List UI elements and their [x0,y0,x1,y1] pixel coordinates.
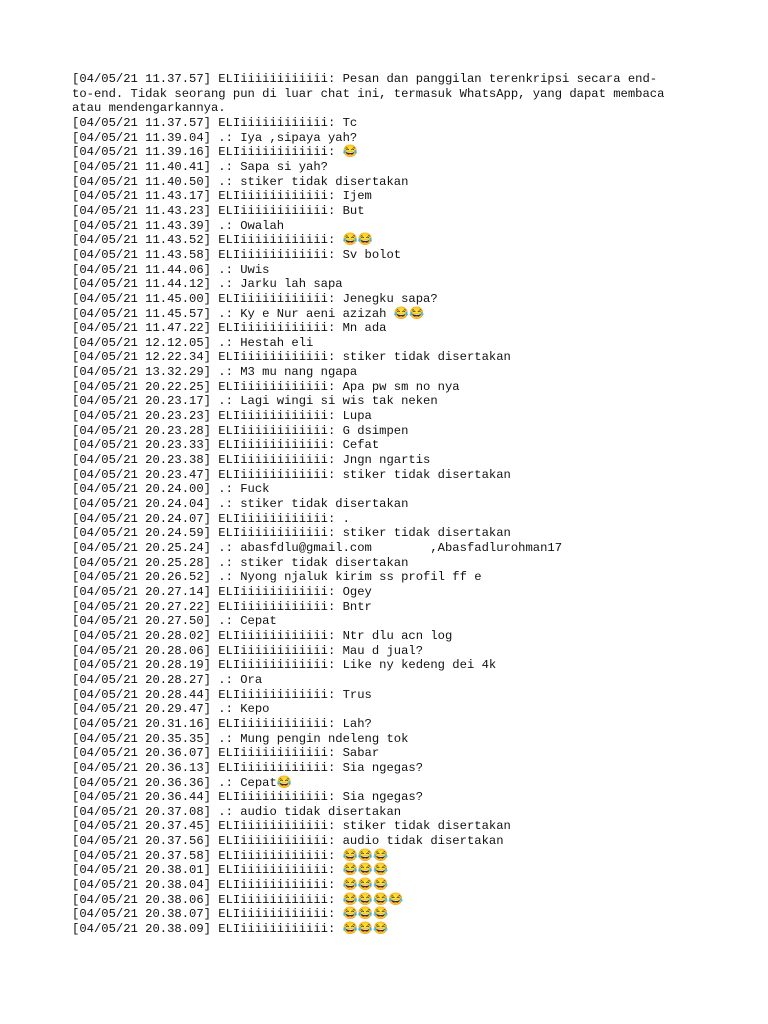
text-line: [04/05/21 20.23.33] ELIiiiiiiiiiiii: Cefat [72,438,380,453]
text-line: [04/05/21 20.37.45] ELIiiiiiiiiiiii: stiker tidak disertakan [72,819,511,834]
text-line: [04/05/21 20.37.08] .: audio tidak disertakan [72,804,402,819]
text-line: [04/05/21 13.32.29] .: M3 mu nang ngapa [72,365,358,380]
text-line: [04/05/21 20.23.38] ELIiiiiiiiiiiii: Jngn ngartis [72,453,431,468]
text-line: [04/05/21 20.36.44] ELIiiiiiiiiiiii: Sia ngegas? [72,790,424,805]
text-line: [04/05/21 11.43.52] ELIiiiiiiiiiiii: 😂😂 [72,233,373,248]
text-line: [04/05/21 20.38.09] ELIiiiiiiiiiiii: 😂😂😂 [72,922,389,937]
text-line: [04/05/21 11.47.22] ELIiiiiiiiiiiii: Mn ada [72,321,387,336]
text-line: [04/05/21 20.23.28] ELIiiiiiiiiiiii: G dsimpen [72,423,409,438]
text-line: [04/05/21 11.37.57] ELIiiiiiiiiiiii: Pesan dan panggilan terenkripsi secara end- [72,72,658,86]
text-line: [04/05/21 20.28.02] ELIiiiiiiiiiiii: Ntr dlu acn log [72,628,453,643]
text-line: [04/05/21 11.45.00] ELIiiiiiiiiiiii: Jenegku sapa? [72,291,438,306]
text-line: [04/05/21 20.31.16] ELIiiiiiiiiiiii: Lah? [72,716,372,731]
text-line: to-end. Tidak seorang pun di luar chat ini, termasuk WhatsApp, yang dapat membaca [72,86,665,101]
text-line: [04/05/21 11.40.41] .: Sapa si yah? [72,159,328,174]
text-line: [04/05/21 20.27.50] .: Cepat [72,614,277,629]
chat-export-text [72,72,692,937]
text-line: [04/05/21 20.24.04] .: stiker tidak disertakan [72,497,409,512]
text-line: [04/05/21 11.43.23] ELIiiiiiiiiiiii: But [72,203,365,218]
text-line: [04/05/21 20.23.17] .: Lagi wingi si wis tak neken [72,394,438,409]
text-line: [04/05/21 11.37.57] ELIiiiiiiiiiiii: Tc [72,115,358,130]
text-line: [04/05/21 11.45.57] .: Ky e Nur aeni azizah 😂😂 [72,306,425,321]
text-line: [04/05/21 20.24.07] ELIiiiiiiiiiiii: . [72,511,350,526]
text-line: [04/05/21 20.27.14] ELIiiiiiiiiiiii: Ogey [72,584,372,599]
text-line: [04/05/21 20.37.56] ELIiiiiiiiiiiii: audio tidak disertakan [72,834,504,849]
text-line: [04/05/21 11.43.39] .: Owalah [72,218,285,233]
text-line: [04/05/21 20.38.04] ELIiiiiiiiiiiii: 😂😂😂 [72,878,389,893]
text-line: [04/05/21 20.37.58] ELIiiiiiiiiiiii: 😂😂😂 [72,848,389,863]
text-line: [04/05/21 11.44.12] .: Jarku lah sapa [72,277,343,292]
text-line: [04/05/21 20.24.00] .: Fuck [72,482,270,497]
text-line: [04/05/21 20.28.06] ELIiiiiiiiiiiii: Mau d jual? [72,643,424,658]
text-line: [04/05/21 20.23.47] ELIiiiiiiiiiiii: stiker tidak disertakan [72,467,511,482]
text-line: [04/05/21 20.38.06] ELIiiiiiiiiiiii: 😂😂😂😂 [72,892,404,907]
text-line: [04/05/21 12.22.34] ELIiiiiiiiiiiii: stiker tidak disertakan [72,350,511,365]
text-line: [04/05/21 11.39.16] ELIiiiiiiiiiiii: 😂 [72,145,358,160]
text-line: [04/05/21 11.43.58] ELIiiiiiiiiiiii: Sv bolot [72,247,402,262]
text-line: [04/05/21 20.29.47] .: Kepo [72,702,270,717]
text-line: [04/05/21 20.36.07] ELIiiiiiiiiiiii: Sabar [72,746,380,761]
text-line: [04/05/21 11.44.06] .: Uwis [72,262,270,277]
text-line: [04/05/21 20.23.23] ELIiiiiiiiiiiii: Lupa [72,409,372,424]
text-line: [04/05/21 20.24.59] ELIiiiiiiiiiiii: stiker tidak disertakan [72,526,511,541]
text-line: atau mendengarkannya. [72,101,226,116]
text-line: [04/05/21 20.28.27] .: Ora [72,672,263,687]
text-line: [04/05/21 20.38.07] ELIiiiiiiiiiiii: 😂😂😂 [72,907,389,922]
text-line: [04/05/21 20.26.52] .: Nyong njaluk kirim ss profil ff e [72,570,482,585]
text-line: [04/05/21 11.40.50] .: stiker tidak disertakan [72,174,409,189]
text-line: [04/05/21 20.28.44] ELIiiiiiiiiiiii: Trus [72,687,372,702]
text-line: [04/05/21 20.28.19] ELIiiiiiiiiiiii: Like ny kedeng dei 4k [72,658,497,673]
text-line: [04/05/21 11.43.17] ELIiiiiiiiiiiii: Ijem [72,189,372,204]
text-line: [04/05/21 11.39.04] .: Iya ,sipaya yah? [72,130,358,145]
text-line: [04/05/21 20.25.28] .: stiker tidak disertakan [72,555,409,570]
text-line: [04/05/21 20.27.22] ELIiiiiiiiiiiii: Bntr [72,599,372,614]
text-line: [04/05/21 20.25.24] .: abasfdlu@gmail.com ,Abasfadlurohman17 [72,541,563,555]
text-line: [04/05/21 20.38.01] ELIiiiiiiiiiiii: 😂😂😂 [72,863,389,878]
text-line: [04/05/21 20.22.25] ELIiiiiiiiiiiii: Apa pw sm no nya [72,379,460,394]
text-line: [04/05/21 20.36.13] ELIiiiiiiiiiiii: Sia ngegas? [72,760,424,775]
text-line: [04/05/21 20.35.35] .: Mung pengin ndeleng tok [72,731,409,746]
text-line: [04/05/21 20.36.36] .: Cepat😂 [72,775,292,790]
text-line: [04/05/21 12.12.05] .: Hestah eli [72,335,314,350]
